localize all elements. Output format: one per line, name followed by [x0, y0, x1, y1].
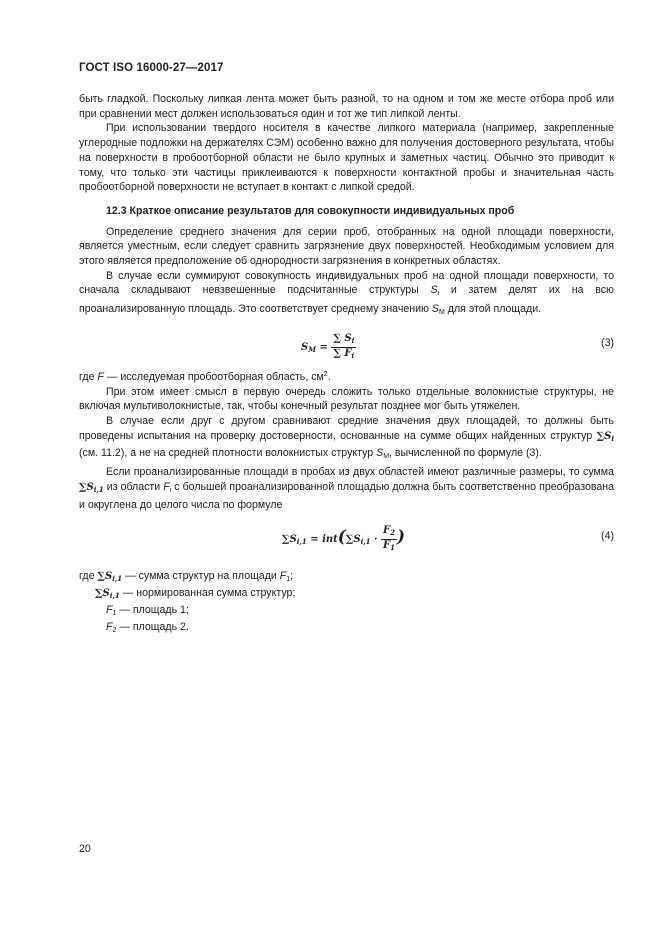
definition-4: $F_2$ — площадь 2. [106, 621, 189, 635]
definition-2: $\sum S_{i,1}$ — нормированная сумма структур; [95, 587, 296, 601]
formula-3 [79, 321, 614, 361]
section-title: 12.3 Краткое описание результатов для совокупности индивидуальных проб [106, 204, 515, 217]
formula-4 [79, 513, 614, 563]
paragraph-8: Если проанализированные площади в пробах из двух областей имеют различные размеры, то сумма $\sum S_{i,1}$ из области $F_i$ с большей проанализированной площадью должна быть соответственно преобразована и округлена до целого числа по формуле [79, 466, 614, 512]
paragraph-4: В случае если суммируют совокупность индивидуальных проб на одной площади поверхности, то сначала складывают невзвешенные подсчитанные структуры $S_i$ и затем делят их на всю проанализированную площадь. Это соответствует среднему значению $S_M$ для этой площади. [79, 269, 614, 317]
definition-1: где $\sum S_{i,1}$ — сумма структур на площади $F_1$; [79, 570, 294, 584]
formula-4-number: (4) [601, 530, 614, 543]
paragraph-6: При этом имеет смысл в первую очередь сложить только отдельные волокнистые структуры, не включая мультиволокнистые, так, чтобы конечный результат позднее мог быть утяжелен. [79, 385, 614, 413]
paragraph-5: где F — исследуемая пробоотборная область, $см^2$. [79, 370, 331, 383]
definition-3: $F_1$ — площадь 1; [106, 604, 189, 618]
page-body [79, 92, 614, 637]
paragraph-7: В случае если друг с другом сравнивают средние значения двух площадей, то должны быть проведены испытания на проверку достоверности, основанные на сумме общих найденных структур $\sum S_i$ (см. 11.2), а не на средней плотности волокнистых структур $S_M$, вычисленной по формуле (3). [79, 414, 614, 461]
formula-3-expression: $S_M$ = $\frac{\sum S_i}{\sum F_i}$ [301, 332, 355, 360]
page-number: 20 [79, 843, 91, 855]
formula-4-expression: $\sum S_{i,1} = int(\sum S_{i,1}$ · $\frac{F_2}{F_1}$ ) [282, 525, 406, 553]
paragraph-1: быть гладкой. Поскольку липкая лента может быть разной, то на одном и том же месте отбора проб или при сравнении мест должен использоваться один и тот же тип липкой ленты. [79, 93, 614, 120]
paragraph-2: При использовании твердого носителя в качестве липкого материала (например, закрепленные углеродные подложки на держателях СЭМ) особенно важно для получения достоверного результата, чтобы на поверхности в пробоотборной области не было крупных и заметных частиц. Обычно это приводит к тому, что только эти частицы приклеиваются к поверхности контактной пробы и значительная часть пробоотборной поверхности не вступает в контакт с липкой средой. [79, 122, 614, 194]
definitions [79, 569, 614, 637]
document-header: ГОСТ ISO 16000-27—2017 [79, 62, 224, 74]
paragraph-3: Определение среднего значения для серии проб, отобранных на одной площади поверхности, является уместным, если следует сравнить загрязнение двух поверхностей. Необходимым условием для этого является предположение об однородности загрязнения в конкретных областях. [79, 225, 614, 268]
formula-3-number: (3) [601, 336, 614, 349]
